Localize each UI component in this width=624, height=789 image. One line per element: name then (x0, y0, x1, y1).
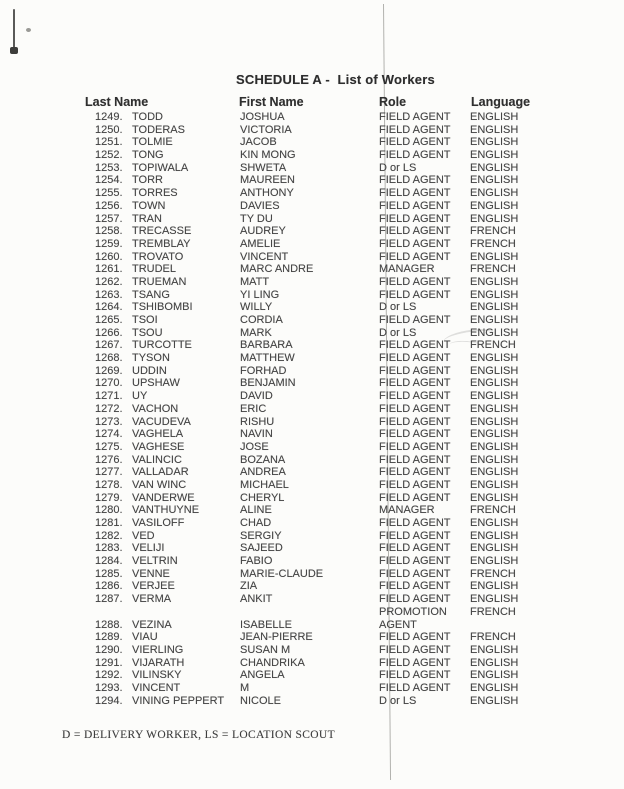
table-row (0, 669, 624, 682)
cell-last: VERMA (132, 593, 172, 606)
cell-first: ANDREA (240, 466, 286, 479)
cell-role: FIELD AGENT (379, 187, 451, 200)
table-row (0, 162, 624, 175)
table-row (0, 251, 624, 264)
column-header-language: Language (471, 95, 531, 109)
cell-first: MATT (240, 275, 270, 288)
cell-lang: ENGLISH (470, 187, 519, 200)
cell-num: 1263. (95, 288, 123, 301)
table-row (0, 187, 624, 200)
cell-last: TROVATO (132, 250, 184, 263)
cell-last: VILINSKY (132, 669, 182, 682)
cell-last: TODD (132, 111, 163, 123)
cell-num: 1276. (95, 453, 123, 466)
column-header-last-name: Last Name (85, 95, 149, 109)
table-row (0, 542, 624, 555)
cell-role: FIELD AGENT (379, 517, 451, 529)
cell-lang: FRENCH (470, 237, 516, 250)
cell-first: CHANDRIKA (240, 656, 305, 669)
cell-role: FIELD AGENT (379, 339, 451, 352)
cell-last: VACUDEVA (132, 415, 191, 428)
cell-role: FIELD AGENT (379, 377, 451, 390)
cell-lang: ENGLISH (470, 656, 519, 669)
cell-last: TRECASSE (132, 225, 192, 238)
cell-last: TSOU (132, 326, 163, 339)
cell-num: 1277. (95, 466, 123, 479)
table-row (0, 263, 624, 276)
cell-last: UY (132, 390, 148, 403)
cell-last: VERJEE (132, 580, 175, 593)
cell-num: 1266. (95, 326, 123, 339)
cell-last: VANDERWE (132, 491, 195, 504)
table-row (0, 238, 624, 251)
cell-lang: ENGLISH (470, 681, 519, 694)
legend-footnote: D = DELIVERY WORKER, LS = LOCATION SCOUT (62, 729, 335, 741)
cell-first: MARK (240, 326, 272, 339)
cell-last: VIERLING (132, 643, 184, 656)
cell-lang: ENGLISH (470, 580, 519, 593)
cell-role: FIELD AGENT (379, 529, 451, 542)
table-row (0, 136, 624, 149)
cell-first: NAVIN (240, 428, 273, 441)
cell-num: 1269. (95, 364, 123, 377)
cell-role: FIELD AGENT (379, 466, 451, 479)
cell-last: VINCENT (132, 681, 181, 694)
cell-last: VACHON (132, 402, 179, 415)
cell-num: 1292. (95, 669, 123, 682)
cell-num: 1252. (95, 149, 123, 162)
cell-num: 1258. (95, 225, 123, 238)
cell-role: FIELD AGENT (379, 567, 451, 580)
cell-lang: ENGLISH (470, 149, 519, 162)
cell-first: SUSAN M (240, 643, 291, 656)
cell-role: FIELD AGENT (379, 402, 451, 415)
staple-mark-artifact (13, 9, 15, 51)
cell-num: 1264. (95, 301, 123, 314)
table-row (0, 174, 624, 187)
cell-role: FIELD AGENT (379, 643, 451, 656)
cell-role: FIELD AGENT (379, 123, 451, 136)
cell-role: MANAGER (379, 504, 435, 517)
cell-role: FIELD AGENT (379, 656, 451, 669)
cell-num: 1257. (95, 212, 123, 225)
column-header-role: Role (379, 95, 407, 109)
cell-lang: ENGLISH (470, 694, 519, 707)
table-row (0, 377, 624, 390)
table-row (0, 504, 624, 517)
cell-num: 1284. (95, 555, 123, 568)
cell-first: SHWETA (240, 161, 287, 174)
cell-first: YI LING (240, 288, 280, 301)
table-row (0, 111, 624, 124)
cell-first: JEAN-PIERRE (240, 631, 313, 644)
cell-lang: ENGLISH (470, 123, 519, 136)
cell-last: VAN WINC (132, 478, 187, 491)
cell-lang: ENGLISH (470, 428, 519, 441)
cell-first: M (240, 681, 250, 694)
cell-first: ISABELLE (240, 618, 292, 631)
cell-role: FIELD AGENT (379, 428, 451, 441)
cell-last: VINING PEPPERT (132, 694, 225, 707)
cell-num: 1272. (95, 402, 123, 415)
cell-first: VINCENT (240, 250, 289, 263)
cell-first: FABIO (240, 555, 273, 568)
cell-role: FIELD AGENT (379, 250, 451, 263)
cell-lang: ENGLISH (470, 390, 519, 403)
cell-role: FIELD AGENT (379, 352, 451, 365)
table-row (0, 644, 624, 657)
cell-role: FIELD AGENT (379, 288, 451, 301)
cell-last: TOPIWALA (132, 161, 189, 174)
cell-first: MARC ANDRE (240, 263, 314, 276)
cell-lang: FRENCH (470, 339, 516, 352)
table-row (0, 390, 624, 403)
cell-lang: ENGLISH (470, 136, 519, 149)
cell-role: FIELD AGENT (379, 149, 451, 162)
table-row (0, 479, 624, 492)
cell-first: BARBARA (240, 339, 293, 352)
cell-lang: ENGLISH (470, 212, 519, 225)
table-row (0, 568, 624, 581)
cell-first: SERGIY (240, 529, 282, 542)
table-row (0, 695, 624, 708)
cell-first: KIN MONG (240, 149, 296, 162)
cell-lang: ENGLISH (470, 314, 519, 326)
table-row (0, 149, 624, 162)
cell-num: 1265. (95, 314, 123, 326)
cell-num: 1283. (95, 542, 123, 555)
cell-first: ERIC (240, 402, 267, 415)
cell-role: FIELD AGENT (379, 491, 451, 504)
cell-num: 1255. (95, 187, 123, 200)
cell-num: 1286. (95, 580, 123, 593)
table-row (0, 301, 624, 314)
cell-first: JACOB (240, 136, 277, 149)
cell-first: ZIA (240, 580, 258, 593)
cell-last: TREMBLAY (132, 237, 191, 250)
cell-role: FIELD AGENT (379, 275, 451, 288)
cell-num: 1271. (95, 390, 123, 403)
cell-last: VALLADAR (132, 466, 189, 479)
cell-lang: ENGLISH (470, 491, 519, 504)
cell-role: FIELD AGENT (379, 364, 451, 377)
cell-lang: FRENCH (470, 225, 516, 238)
cell-last: TORR (132, 174, 163, 187)
table-row (0, 619, 624, 632)
cell-last: TRUEMAN (132, 275, 187, 288)
cell-first: RISHU (240, 415, 275, 428)
cell-last: VAGHESE (132, 440, 185, 453)
cell-first: ANKIT (240, 593, 273, 606)
cell-num: 1253. (95, 161, 123, 174)
cell-role: FIELD AGENT (379, 225, 451, 238)
cell-role: FIELD AGENT (379, 212, 451, 225)
cell-num: 1260. (95, 250, 123, 263)
table-row (0, 314, 624, 327)
table-row (0, 339, 624, 352)
cell-num: 1267. (95, 339, 123, 352)
cell-last: TRUDEL (132, 263, 177, 276)
cell-lang: ENGLISH (470, 275, 519, 288)
cell-num: 1250. (95, 123, 123, 136)
cell-role: D or LS (379, 161, 417, 174)
cell-lang: ENGLISH (470, 440, 519, 453)
table-row (0, 213, 624, 226)
cell-role: FIELD AGENT (379, 681, 451, 694)
cell-role: FIELD AGENT (379, 314, 451, 326)
table-row (0, 454, 624, 467)
table-row (0, 403, 624, 416)
cell-num: 1293. (95, 681, 123, 694)
cell-first: BOZANA (240, 453, 286, 466)
cell-num: 1279. (95, 491, 123, 504)
cell-last: VANTHUYNE (132, 504, 200, 517)
cell-first: MAUREEN (240, 174, 296, 187)
cell-num: 1288. (95, 618, 123, 631)
cell-last: TODERAS (132, 123, 185, 136)
cell-num: 1249. (95, 111, 123, 123)
table-row (0, 200, 624, 213)
table-row (0, 593, 624, 606)
table-row (0, 466, 624, 479)
cell-lang: ENGLISH (470, 199, 519, 212)
cell-lang: ENGLISH (470, 669, 519, 682)
page-title: SCHEDULE A - List of Workers (236, 72, 435, 87)
table-row (0, 352, 624, 365)
cell-lang: ENGLISH (470, 517, 519, 529)
cell-last: TSANG (132, 288, 170, 301)
cell-lang: ENGLISH (470, 466, 519, 479)
cell-role: D or LS (379, 694, 417, 707)
cell-lang: ENGLISH (470, 529, 519, 542)
cell-role: FIELD AGENT (379, 136, 451, 149)
cell-num: 1251. (95, 136, 123, 149)
cell-role: FIELD AGENT (379, 174, 451, 187)
table-row (0, 580, 624, 593)
cell-lang: FRENCH (470, 605, 516, 618)
cell-lang: ENGLISH (470, 364, 519, 377)
cell-first: DAVID (240, 390, 273, 403)
table-row (0, 657, 624, 670)
cell-role: FIELD AGENT (379, 478, 451, 491)
cell-first: TY DU (240, 212, 273, 225)
cell-num: 1294. (95, 694, 123, 707)
table-row (0, 365, 624, 378)
cell-last: VAGHELA (132, 428, 184, 441)
cell-lang: ENGLISH (470, 542, 519, 555)
cell-role: AGENT (379, 618, 417, 631)
cell-last: TSHIBOMBI (132, 301, 193, 314)
cell-first: CHERYL (240, 491, 285, 504)
cell-last: TORRES (132, 187, 178, 200)
table-row (0, 428, 624, 441)
cell-first: SAJEED (240, 542, 283, 555)
cell-lang: ENGLISH (470, 174, 519, 187)
cell-num: 1262. (95, 275, 123, 288)
cell-role: FIELD AGENT (379, 542, 451, 555)
cell-lang: ENGLISH (470, 301, 519, 314)
cell-last: UPSHAW (132, 377, 180, 390)
cell-first: WILLY (240, 301, 273, 314)
cell-first: VICTORIA (240, 123, 292, 136)
cell-role: FIELD AGENT (379, 440, 451, 453)
cell-lang: ENGLISH (470, 288, 519, 301)
table-row (0, 555, 624, 568)
table-row (0, 441, 624, 454)
cell-lang: ENGLISH (470, 161, 519, 174)
cell-first: MICHAEL (240, 478, 289, 491)
cell-first: DAVIES (240, 199, 280, 212)
table-row (0, 327, 624, 340)
cell-num: 1261. (95, 263, 123, 276)
cell-num: 1280. (95, 504, 123, 517)
cell-last: VEZINA (132, 618, 172, 631)
cell-lang: ENGLISH (470, 478, 519, 491)
cell-last: TOLMIE (132, 136, 173, 149)
column-header-first-name: First Name (239, 95, 304, 109)
cell-first: ANGELA (240, 669, 285, 682)
cell-lang: ENGLISH (470, 402, 519, 415)
cell-num: 1268. (95, 352, 123, 365)
cell-last: VIJARATH (132, 656, 185, 669)
table-row (0, 606, 624, 619)
cell-num: 1254. (95, 174, 123, 187)
staple-mark-blob-artifact (10, 47, 18, 54)
table-row (0, 517, 624, 530)
cell-first: BENJAMIN (240, 377, 296, 390)
ink-dot-artifact (26, 28, 31, 32)
table-row (0, 492, 624, 505)
cell-role: FIELD AGENT (379, 199, 451, 212)
cell-lang: ENGLISH (470, 643, 519, 656)
cell-last: VED (132, 529, 155, 542)
cell-role: FIELD AGENT (379, 669, 451, 682)
cell-role: D or LS (379, 326, 417, 339)
cell-last: VELTRIN (132, 555, 178, 568)
cell-role: FIELD AGENT (379, 390, 451, 403)
cell-last: VENNE (132, 567, 170, 580)
cell-num: 1291. (95, 656, 123, 669)
cell-role: FIELD AGENT (379, 415, 451, 428)
cell-num: 1290. (95, 643, 123, 656)
cell-lang: ENGLISH (470, 326, 519, 339)
cell-first: CHAD (240, 517, 272, 529)
cell-last: TOWN (132, 199, 166, 212)
cell-first: ANTHONY (240, 187, 294, 200)
cell-role: FIELD AGENT (379, 555, 451, 568)
cell-last: TYSON (132, 352, 170, 365)
cell-first: JOSE (240, 440, 269, 453)
cell-lang: ENGLISH (470, 555, 519, 568)
cell-num: 1256. (95, 199, 123, 212)
cell-num: 1259. (95, 237, 123, 250)
cell-first: MATTHEW (240, 352, 295, 365)
table-header (0, 95, 624, 109)
cell-first: NICOLE (240, 694, 281, 707)
cell-role: MANAGER (379, 263, 435, 276)
cell-last: VELIJI (132, 542, 165, 555)
cell-num: 1281. (95, 517, 123, 529)
table-row (0, 276, 624, 289)
cell-role: D or LS (379, 301, 417, 314)
cell-last: VALINCIC (132, 453, 182, 466)
cell-last: TSOI (132, 314, 158, 326)
cell-first: CORDIA (240, 314, 283, 326)
cell-role: FIELD AGENT (379, 237, 451, 250)
cell-num: 1275. (95, 440, 123, 453)
table-row (0, 225, 624, 238)
cell-lang: ENGLISH (470, 352, 519, 365)
cell-role: FIELD AGENT (379, 453, 451, 466)
cell-lang: ENGLISH (470, 111, 519, 123)
table-row (0, 682, 624, 695)
cell-role: FIELD AGENT (379, 631, 451, 644)
cell-first: FORHAD (240, 364, 287, 377)
cell-lang: FRENCH (470, 504, 516, 517)
cell-last: TONG (132, 149, 164, 162)
cell-lang: FRENCH (470, 263, 516, 276)
cell-lang: ENGLISH (470, 377, 519, 390)
cell-lang: FRENCH (470, 567, 516, 580)
cell-first: ALINE (240, 504, 272, 517)
cell-role: FIELD AGENT (379, 111, 451, 123)
cell-first: AMELIE (240, 237, 281, 250)
cell-first: AUDREY (240, 225, 286, 238)
cell-num: 1285. (95, 567, 123, 580)
cell-lang: ENGLISH (470, 415, 519, 428)
cell-first: MARIE-CLAUDE (240, 567, 324, 580)
cell-num: 1273. (95, 415, 123, 428)
cell-last: UDDIN (132, 364, 167, 377)
table-row (0, 631, 624, 644)
cell-num: 1278. (95, 478, 123, 491)
cell-last: TRAN (132, 212, 162, 225)
cell-num: 1270. (95, 377, 123, 390)
cell-last: VASILOFF (132, 517, 185, 529)
cell-lang: FRENCH (470, 631, 516, 644)
cell-num: 1274. (95, 428, 123, 441)
cell-role: PROMOTION (379, 605, 447, 618)
table-row (0, 289, 624, 302)
table-row (0, 416, 624, 429)
table-row (0, 124, 624, 137)
cell-first: JOSHUA (240, 111, 285, 123)
table-rows (0, 111, 624, 707)
cell-lang: ENGLISH (470, 593, 519, 606)
cell-last: VIAU (132, 631, 158, 644)
cell-lang: ENGLISH (470, 453, 519, 466)
table-row (0, 530, 624, 543)
cell-num: 1289. (95, 631, 123, 644)
cell-num: 1282. (95, 529, 123, 542)
cell-role: FIELD AGENT (379, 593, 451, 606)
cell-num: 1287. (95, 593, 123, 606)
cell-lang: ENGLISH (470, 250, 519, 263)
cell-role: FIELD AGENT (379, 580, 451, 593)
cell-last: TURCOTTE (132, 339, 192, 352)
